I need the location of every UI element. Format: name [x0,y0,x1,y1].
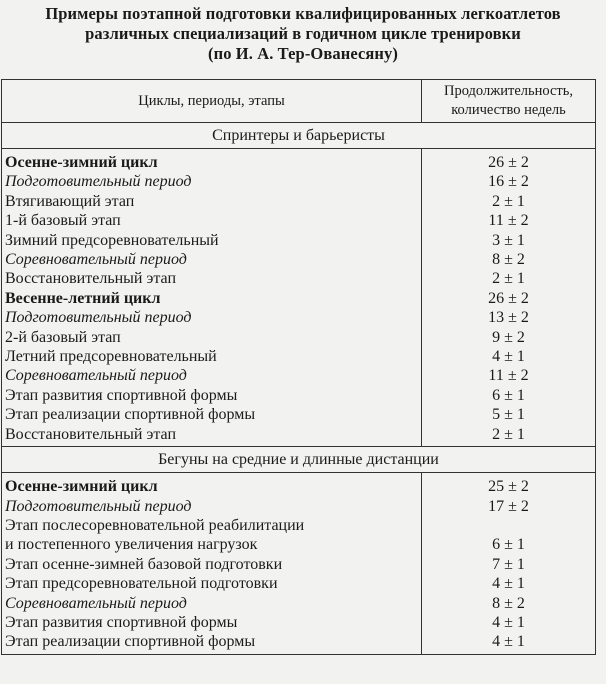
row-duration: 5 ± 1 [422,405,596,424]
row-duration: 16 ± 2 [422,172,596,191]
row-duration: 3 ± 1 [422,231,596,250]
table-header-row [2,80,596,123]
row-duration-value: 6 ± 1 [492,536,525,554]
row-label: Соревновательный период [2,366,422,385]
row-duration: 7 ± 1 [422,555,596,574]
row-duration: 26 ± 2 [422,289,596,308]
table-row [2,289,596,308]
row-duration: 9 ± 2 [422,328,596,347]
table-row [2,594,596,613]
section-runners [2,447,596,655]
section-title-row [2,447,596,473]
table-title [0,0,606,64]
row-duration: 26 ± 2 [422,149,596,173]
row-label: Осенне-зимний цикл [2,149,422,173]
header-duration-line-2: количество недель [451,102,566,118]
row-duration: 4 ± 1 [422,574,596,593]
row-duration: 25 ± 2 [422,473,596,497]
row-duration [422,516,596,555]
table-row [2,425,596,447]
table-row [2,366,596,385]
row-label: Этап реализации спортивной формы [2,632,422,654]
row-label: Восстановительный этап [2,425,422,447]
table-row [2,555,596,574]
row-label: Этап предсоревновательной подготовки [2,574,422,593]
table-row [2,308,596,327]
row-label: Осенне-зимний цикл [2,473,422,497]
table-row [2,473,596,497]
row-label: Этап реализации спортивной формы [2,405,422,424]
table-row [2,328,596,347]
section-title-sprinters: Спринтеры и барьеристы [2,123,596,149]
table-row [2,613,596,632]
row-duration: 8 ± 2 [422,250,596,269]
header-cycles: Циклы, периоды, этапы [2,80,422,123]
table-row [2,516,596,555]
table-row [2,574,596,593]
row-duration: 4 ± 1 [422,632,596,654]
table-row [2,192,596,211]
row-label: Соревновательный период [2,250,422,269]
row-label: 2-й базовый этап [2,328,422,347]
row-label: Подготовительный период [2,497,422,516]
row-duration: 4 ± 1 [422,613,596,632]
table-row [2,497,596,516]
training-cycle-table [1,79,596,655]
section-sprinters [2,123,596,447]
row-label-line-2: и постепенного увеличения нагрузок [5,536,258,554]
title-line-3: (по И. А. Тер-Ованесяну) [208,44,398,63]
row-label: Летний предсоревновательный [2,347,422,366]
row-duration: 17 ± 2 [422,497,596,516]
row-label-line-1: Этап послесоревновательной реабилитации [5,516,305,534]
section-title-runners: Бегуны на средние и длинные дистанции [2,447,596,473]
row-label: Восстановительный этап [2,269,422,288]
table-row [2,231,596,250]
table-row [2,172,596,191]
header-duration [422,80,596,123]
title-line-1: Примеры поэтапной подготовки квалифицированных легкоатлетов [45,4,561,23]
row-duration: 11 ± 2 [422,366,596,385]
row-label: Весенне-летний цикл [2,289,422,308]
row-duration: 11 ± 2 [422,211,596,230]
row-duration: 8 ± 2 [422,594,596,613]
title-line-2: различных специализаций в годичном цикле тренировки [85,24,521,43]
row-duration: 13 ± 2 [422,308,596,327]
table-row [2,347,596,366]
table-row [2,211,596,230]
row-label [2,516,422,555]
row-label: 1-й базовый этап [2,211,422,230]
table-row [2,250,596,269]
row-duration: 6 ± 1 [422,386,596,405]
row-duration: 2 ± 1 [422,425,596,447]
row-duration: 2 ± 1 [422,269,596,288]
row-label: Этап развития спортивной формы [2,613,422,632]
row-label: Этап осенне-зимней базовой подготовки [2,555,422,574]
row-label: Втягивающий этап [2,192,422,211]
row-label: Этап развития спортивной формы [2,386,422,405]
table-row [2,269,596,288]
row-label: Подготовительный период [2,308,422,327]
table-row [2,386,596,405]
row-duration: 2 ± 1 [422,192,596,211]
row-label: Зимний предсоревновательный [2,231,422,250]
header-duration-line-1: Продолжительность, [443,83,573,99]
section-title-row [2,123,596,149]
row-label: Соревновательный период [2,594,422,613]
table-row [2,149,596,173]
table-row [2,405,596,424]
row-label: Подготовительный период [2,172,422,191]
row-duration: 4 ± 1 [422,347,596,366]
table-row [2,632,596,654]
